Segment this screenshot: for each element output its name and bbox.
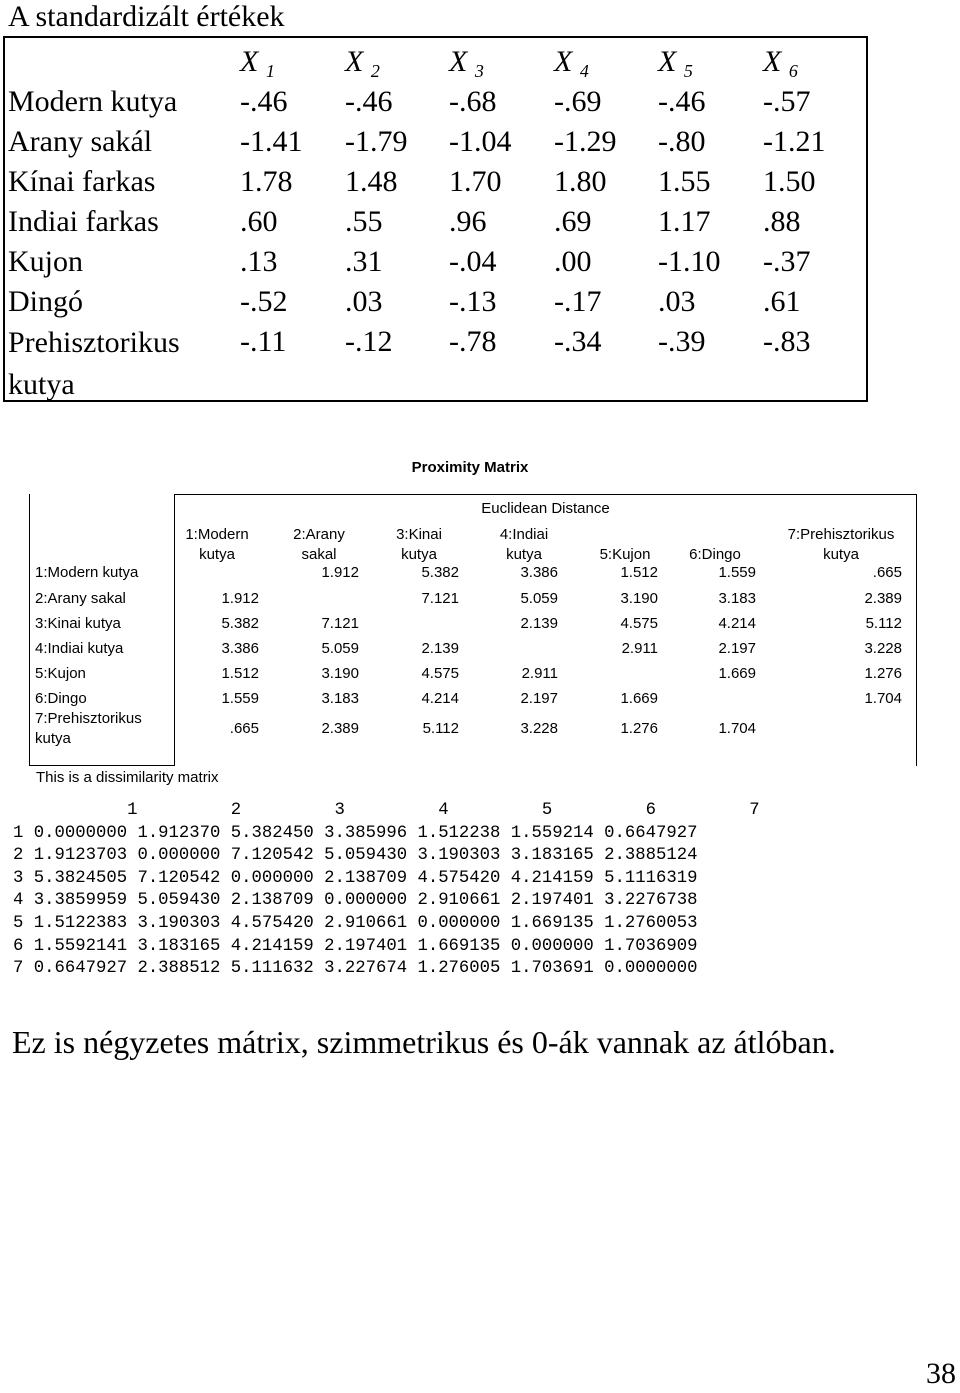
variable-header-x6: X $_6$ [763, 45, 798, 81]
value-cell: -.17 [554, 285, 602, 318]
column-header: 7:Prehisztorikus [787, 526, 895, 543]
row-label: Arany sakál [8, 125, 153, 158]
distance-cell: 5.112 [865, 615, 902, 632]
row-label: 3:Kinai kutya [35, 615, 121, 632]
distance-cell: 7.121 [421, 590, 459, 607]
page-number: 38 [926, 1357, 956, 1390]
distance-cell: 3.386 [520, 564, 558, 581]
value-cell: .60 [240, 205, 278, 238]
standardized-values-table [8, 42, 863, 406]
row-label: Kujon [8, 245, 83, 278]
column-header: kutya [506, 546, 542, 563]
column-header: 3:Kinai [396, 526, 442, 543]
distance-cell: 3.228 [864, 640, 902, 657]
column-header: 6:Dingo [689, 546, 741, 563]
variable-header-x2: X $_2$ [345, 45, 380, 81]
distance-cell: 2.389 [864, 590, 902, 607]
distance-cell: 1.704 [864, 690, 902, 707]
row-label: 4:Indiai kutya [35, 640, 124, 657]
distance-cell: 4.575 [620, 615, 658, 632]
distance-cell: 4.575 [421, 665, 459, 682]
listing-header: 1 2 3 4 5 6 7 [13, 801, 760, 820]
value-cell: -.39 [658, 325, 706, 358]
standardized-row [8, 242, 863, 282]
distance-cell: 4.214 [421, 690, 459, 707]
value-cell: -.68 [449, 85, 497, 118]
distance-cell: 1.669 [718, 665, 756, 682]
value-cell: .00 [554, 245, 592, 278]
distance-cell: .665 [872, 564, 902, 581]
distance-cell: 3.183 [718, 590, 756, 607]
standardized-values-title: A standardizált értékek [8, 0, 285, 33]
value-cell: -.46 [240, 85, 288, 118]
value-cell: -1.79 [345, 125, 408, 158]
row-label: 5:Kujon [35, 665, 86, 682]
value-cell: -.04 [449, 245, 497, 278]
value-cell: -1.29 [554, 125, 617, 158]
value-cell: -.34 [554, 325, 602, 358]
value-cell: -.12 [345, 325, 393, 358]
distance-cell: 2.197 [520, 690, 558, 707]
distance-cell: 5.382 [221, 615, 259, 632]
distance-cell: 5.382 [421, 564, 459, 581]
standardized-row [8, 282, 863, 322]
row-label: Dingó [8, 285, 83, 318]
value-cell: .03 [345, 285, 383, 318]
distance-cell: 3.183 [321, 690, 359, 707]
listing-line: 6 1.5592141 3.183165 4.214159 2.197401 1.669135 0.000000 1.7036909 [13, 936, 698, 956]
distance-cell: 5.112 [422, 720, 459, 737]
distance-cell: 7.121 [321, 615, 359, 632]
standardized-row [8, 82, 863, 122]
value-cell: .03 [658, 285, 696, 318]
value-cell: -.57 [763, 85, 811, 118]
distance-cell: 5.059 [321, 640, 359, 657]
distance-cell: 1.912 [321, 564, 359, 581]
value-cell: .69 [554, 205, 592, 238]
distance-cell: 1.512 [620, 564, 658, 581]
value-cell: -.52 [240, 285, 288, 318]
value-cell: 1.50 [763, 165, 816, 198]
value-cell: 1.70 [449, 165, 502, 198]
listing-line: 7 0.6647927 2.388512 5.111632 3.227674 1.276005 1.703691 0.0000000 [13, 959, 698, 979]
variable-header-x3: X $_3$ [449, 45, 484, 81]
row-label: Kínai farkas [8, 165, 156, 198]
column-header: kutya [199, 546, 235, 563]
row-label: 7:Prehisztorikus [35, 710, 142, 727]
corner-cell [8, 42, 240, 82]
row-label: Modern kutya [8, 85, 178, 118]
value-cell: -.69 [554, 85, 602, 118]
listing-line: 1 0.0000000 1.912370 5.382450 3.385996 1.512238 1.559214 0.6647927 [13, 823, 698, 843]
value-cell: -.13 [449, 285, 497, 318]
distance-cell: 1.559 [718, 564, 756, 581]
distance-cell: 1.704 [718, 720, 756, 737]
distance-cell: 1.276 [620, 720, 658, 737]
column-header: 1:Modern [185, 526, 249, 543]
value-cell: 1.80 [554, 165, 607, 198]
dissimilarity-note: This is a dissimilarity matrix [36, 769, 219, 786]
distance-cell: 1.559 [221, 690, 259, 707]
standardized-row [8, 162, 863, 202]
distance-cell: 3.386 [221, 640, 259, 657]
distance-listing [13, 800, 760, 981]
value-cell: -.37 [763, 245, 811, 278]
value-cell: 1.17 [658, 205, 711, 238]
standardized-row [8, 202, 863, 242]
distance-cell: 2.911 [521, 665, 558, 682]
listing-line: 4 3.3859959 5.059430 2.138709 0.000000 2.910661 2.197401 3.2276738 [13, 891, 698, 911]
value-cell: -.11 [240, 325, 287, 358]
distance-cell: 5.059 [520, 590, 558, 607]
distance-cell: 4.214 [718, 615, 756, 632]
distance-cell: .665 [229, 720, 259, 737]
standardized-row [8, 122, 863, 162]
column-header: sakal [301, 546, 337, 563]
distance-cell: 2.139 [421, 640, 459, 657]
value-cell: .96 [449, 205, 487, 238]
variable-header-row [8, 42, 863, 82]
proximity-matrix-title: Proximity Matrix [411, 459, 529, 476]
value-cell: -.46 [658, 85, 706, 118]
row-label: kutya [35, 730, 71, 747]
distance-measure-header: Euclidean Distance [481, 500, 610, 517]
column-header: kutya [823, 546, 859, 563]
value-cell: .55 [345, 205, 383, 238]
value-cell: -1.10 [658, 245, 721, 278]
distance-cell: 3.228 [520, 720, 558, 737]
row-label: 6:Dingo [35, 690, 87, 707]
variable-header-x1: X $_1$ [240, 45, 275, 81]
value-cell: -.83 [763, 325, 811, 358]
value-cell: -1.21 [763, 125, 826, 158]
value-cell: .61 [763, 285, 801, 318]
listing-lines [13, 823, 760, 981]
distance-cell: 2.389 [321, 720, 359, 737]
standardized-values-body [8, 82, 863, 406]
row-label: 1:Modern kutya [35, 564, 139, 581]
distance-cell: 1.512 [221, 665, 259, 682]
distance-cell: 1.669 [620, 690, 658, 707]
value-cell: -.46 [345, 85, 393, 118]
value-cell: -.80 [658, 125, 706, 158]
listing-line: 2 1.9123703 0.000000 7.120542 5.059430 3.190303 3.183165 2.3885124 [13, 846, 698, 866]
column-header: kutya [401, 546, 437, 563]
distance-cell: 2.911 [621, 640, 658, 657]
row-label: 2:Arany sakal [35, 590, 126, 607]
distance-cell: 1.912 [221, 590, 259, 607]
distance-cell: 2.139 [520, 615, 558, 632]
listing-line: 5 1.5122383 3.190303 4.575420 2.910661 0.000000 1.669135 1.2760053 [13, 913, 698, 933]
distance-cell: 3.190 [620, 590, 658, 607]
value-cell: .13 [240, 245, 278, 278]
variable-header-x5: X $_5$ [658, 45, 693, 81]
conclusion-text: Ez is négyzetes mátrix, szimmetrikus és 0-ák vannak az átlóban. [12, 1024, 836, 1060]
value-cell: -1.41 [240, 125, 303, 158]
column-header: 5:Kujon [599, 546, 651, 563]
row-label: Prehisztorikus kutya [8, 326, 180, 401]
distance-cell: 3.190 [321, 665, 359, 682]
column-header: 2:Arany [293, 526, 345, 543]
listing-line: 3 5.3824505 7.120542 0.000000 2.138709 4.575420 4.214159 5.1116319 [13, 868, 698, 888]
variable-header-x4: X $_4$ [554, 45, 589, 81]
standardized-row [8, 322, 863, 406]
value-cell: 1.78 [240, 165, 293, 198]
column-header: 4:Indiai [499, 526, 549, 543]
value-cell: -.78 [449, 325, 497, 358]
value-cell: 1.55 [658, 165, 711, 198]
value-cell: .88 [763, 205, 801, 238]
value-cell: 1.48 [345, 165, 398, 198]
distance-cell: 1.276 [864, 665, 902, 682]
value-cell: -1.04 [449, 125, 512, 158]
distance-cell: 2.197 [718, 640, 756, 657]
value-cell: .31 [345, 245, 383, 278]
row-label: Indiai farkas [8, 205, 159, 238]
